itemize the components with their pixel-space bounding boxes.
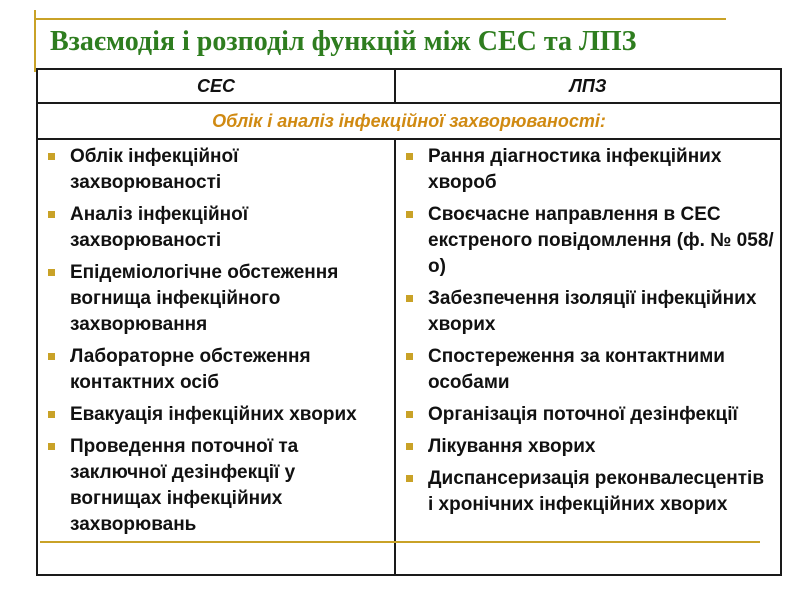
- header-ses: СЕС: [38, 70, 396, 102]
- square-bullet-icon: [48, 443, 55, 450]
- square-bullet-icon: [48, 353, 55, 360]
- list-item: [406, 144, 774, 196]
- list-item: [48, 202, 388, 254]
- list-item-text: Забезпечення ізоляції інфекційних хворих: [428, 288, 757, 335]
- list-item: [406, 402, 774, 428]
- list-item-text: Евакуація інфекційних хворих: [70, 404, 357, 425]
- list-item-text: Лабораторне обстеження контактних осіб: [70, 346, 311, 393]
- square-bullet-icon: [48, 153, 55, 160]
- list-item-text: Спостереження за контактними особами: [428, 346, 725, 393]
- decorative-top-line: [34, 18, 726, 20]
- list-item: [48, 144, 388, 196]
- square-bullet-icon: [406, 411, 413, 418]
- list-item: [48, 260, 388, 338]
- list-item-text: Своєчасне направлення в СЕС екстреного повідомлення (ф. № 058/о): [428, 204, 774, 277]
- list-item: [48, 402, 388, 428]
- square-bullet-icon: [406, 443, 413, 450]
- list-item-text: Проведення поточної та заключної дезінфекції у вогнищах інфекційних захворювань: [70, 436, 299, 535]
- table-header-row: [38, 70, 780, 104]
- square-bullet-icon: [406, 353, 413, 360]
- list-item: [48, 344, 388, 396]
- ses-functions-list: [38, 140, 394, 538]
- functions-table: [36, 68, 782, 576]
- square-bullet-icon: [406, 211, 413, 218]
- list-item: [406, 286, 774, 338]
- list-item: [406, 466, 774, 518]
- square-bullet-icon: [48, 269, 55, 276]
- list-item-text: Диспансеризація реконвалесцентів і хронічних інфекційних хворих: [428, 468, 765, 515]
- list-item: [406, 344, 774, 396]
- list-item-text: Організація поточної дезінфекції: [428, 404, 738, 425]
- square-bullet-icon: [406, 295, 413, 302]
- list-item: [48, 434, 388, 538]
- table-subheader: Облік і аналіз інфекційної захворюваності:: [38, 104, 780, 140]
- list-item-text: Епідеміологічне обстеження вогнища інфекційного захворювання: [70, 262, 339, 335]
- decorative-bottom-line: [40, 541, 760, 543]
- list-item-text: Аналіз інфекційної захворюваності: [70, 204, 249, 251]
- ses-column: [38, 140, 396, 574]
- square-bullet-icon: [48, 211, 55, 218]
- list-item: [406, 202, 774, 280]
- list-item: [406, 434, 774, 460]
- lpz-column: [396, 140, 780, 574]
- list-item-text: Рання діагностика інфекційних хвороб: [428, 146, 722, 193]
- lpz-functions-list: [396, 140, 780, 518]
- list-item-text: Облік інфекційної захворюваності: [70, 146, 239, 193]
- square-bullet-icon: [48, 411, 55, 418]
- slide-title: Взаємодія і розподіл функцій між СЕС та ЛПЗ: [50, 26, 637, 57]
- list-item-text: Лікування хворих: [428, 436, 596, 457]
- square-bullet-icon: [406, 475, 413, 482]
- header-lpz: ЛПЗ: [569, 76, 607, 96]
- square-bullet-icon: [406, 153, 413, 160]
